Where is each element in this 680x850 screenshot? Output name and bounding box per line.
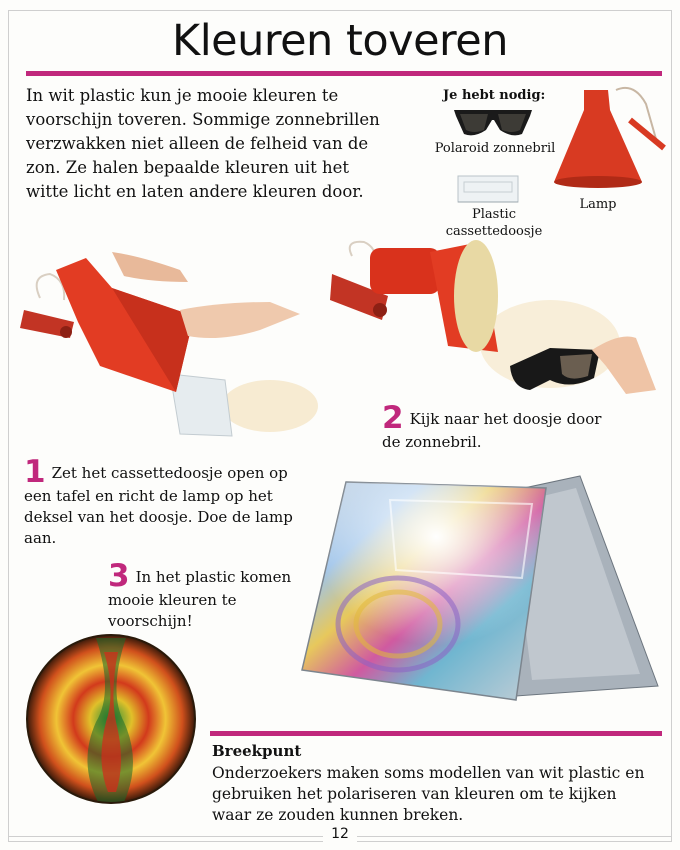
step-2 xyxy=(382,400,622,453)
page-title: Kleuren toveren xyxy=(172,16,508,66)
step-1 xyxy=(24,454,316,549)
lamp-small-image xyxy=(554,86,668,190)
cassette-box-image xyxy=(456,172,522,206)
sunglasses-image xyxy=(452,104,534,140)
step-2-number: 2 xyxy=(382,400,404,436)
step-1-number: 1 xyxy=(24,454,46,490)
step-3-number: 3 xyxy=(108,558,130,594)
needs-item-cassette: Plastic cassettedoosje xyxy=(445,207,543,239)
step-1-text: Zet het cassettedoosje open op een tafel en richt de lamp op het deksel van het doosje. Doe de lamp aan. xyxy=(24,464,293,547)
lamp-hands-photo xyxy=(20,246,320,452)
breakpoint-rule xyxy=(210,731,662,736)
intro-text: In wit plastic kun je mooie kleuren te voorschijn toveren. Sommige zonnebrillen verzwakken niet alleen de felheid van de zon. Ze halen bepaalde kleuren uit het witte licht en laten andere kleuren door. xyxy=(26,86,380,201)
title-underline xyxy=(26,71,662,76)
polarized-cassette-photo xyxy=(300,474,662,706)
step-2-text: Kijk naar het doosje door de zonnebril. xyxy=(382,410,602,451)
page-number-label: 12 xyxy=(323,826,357,842)
polarized-disc-photo xyxy=(26,632,196,806)
breakpoint-text: Onderzoekers maken soms modellen van wit plastic en gebruiken het polariseren van kleuren om te kijken waar ze zouden kunnen breken. xyxy=(212,764,645,824)
needs-heading: Je hebt nodig: xyxy=(443,88,546,103)
lamp-sunglasses-photo xyxy=(330,240,660,412)
needs-item-sunglasses: Polaroid zonnebril xyxy=(434,141,556,156)
step-3 xyxy=(108,558,314,632)
page-number xyxy=(0,826,680,842)
step-3-text: In het plastic komen mooie kleuren te voorschijn! xyxy=(108,568,292,630)
breakpoint-heading: Breekpunt xyxy=(212,742,302,760)
needs-item-lamp: Lamp xyxy=(579,197,617,212)
